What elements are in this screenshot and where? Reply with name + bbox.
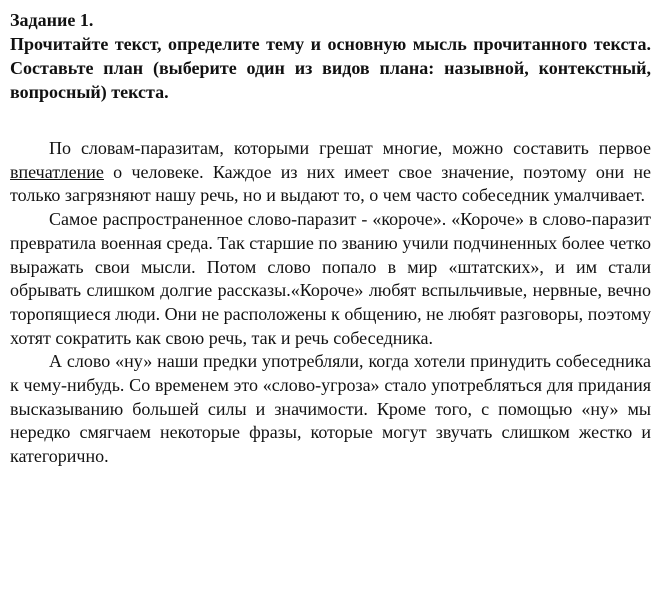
paragraph-1-start: По словам-паразитам, которыми грешат многие, можно составить первое	[49, 138, 651, 158]
underlined-word: впечатление	[10, 161, 104, 182]
document-page	[10, 8, 651, 469]
paragraph-1	[10, 137, 651, 208]
spacer	[10, 104, 651, 137]
paragraph-1-end: о человеке. Каждое из них имеет свое значение, поэтому они не только загрязняют нашу речь, но и выдают то, о чем часто собеседник умалчивает.	[10, 161, 651, 206]
paragraph-3: А слово «ну» наши предки употребляли, когда хотели принудить собеседника к чему-нибудь. Со временем это «слово-угроза» стало употребляться для придания высказыванию большей силы и значимости. Кроме того, с помощью «ну» мы нередко смягчаем некоторые фразы, которые могут звучать слишком жестко и категорично.	[10, 351, 651, 467]
task-title: Задание 1.	[10, 10, 94, 30]
task-instruction: Прочитайте текст, определите тему и основную мысль прочитанного текста. Составьте план (выберите один из видов плана: назывной, контекстный, вопросный) текста.	[10, 34, 651, 102]
paragraph-2: Самое распространенное слово-паразит - «короче». «Короче» в слово-паразит превратила военная среда. Так старшие по званию учили подчиненных более четко выражать свои мысли. Потом слово попало в мир «штатских», и им стали обрывать слишком долгие рассказы.«Короче» любят вспыльчивые, нервные, вечно торопящиеся люди. Они не расположены к общению, не любят разговоры, поэтому хотят сократить как свою речь, так и речь собеседника.	[10, 209, 651, 348]
